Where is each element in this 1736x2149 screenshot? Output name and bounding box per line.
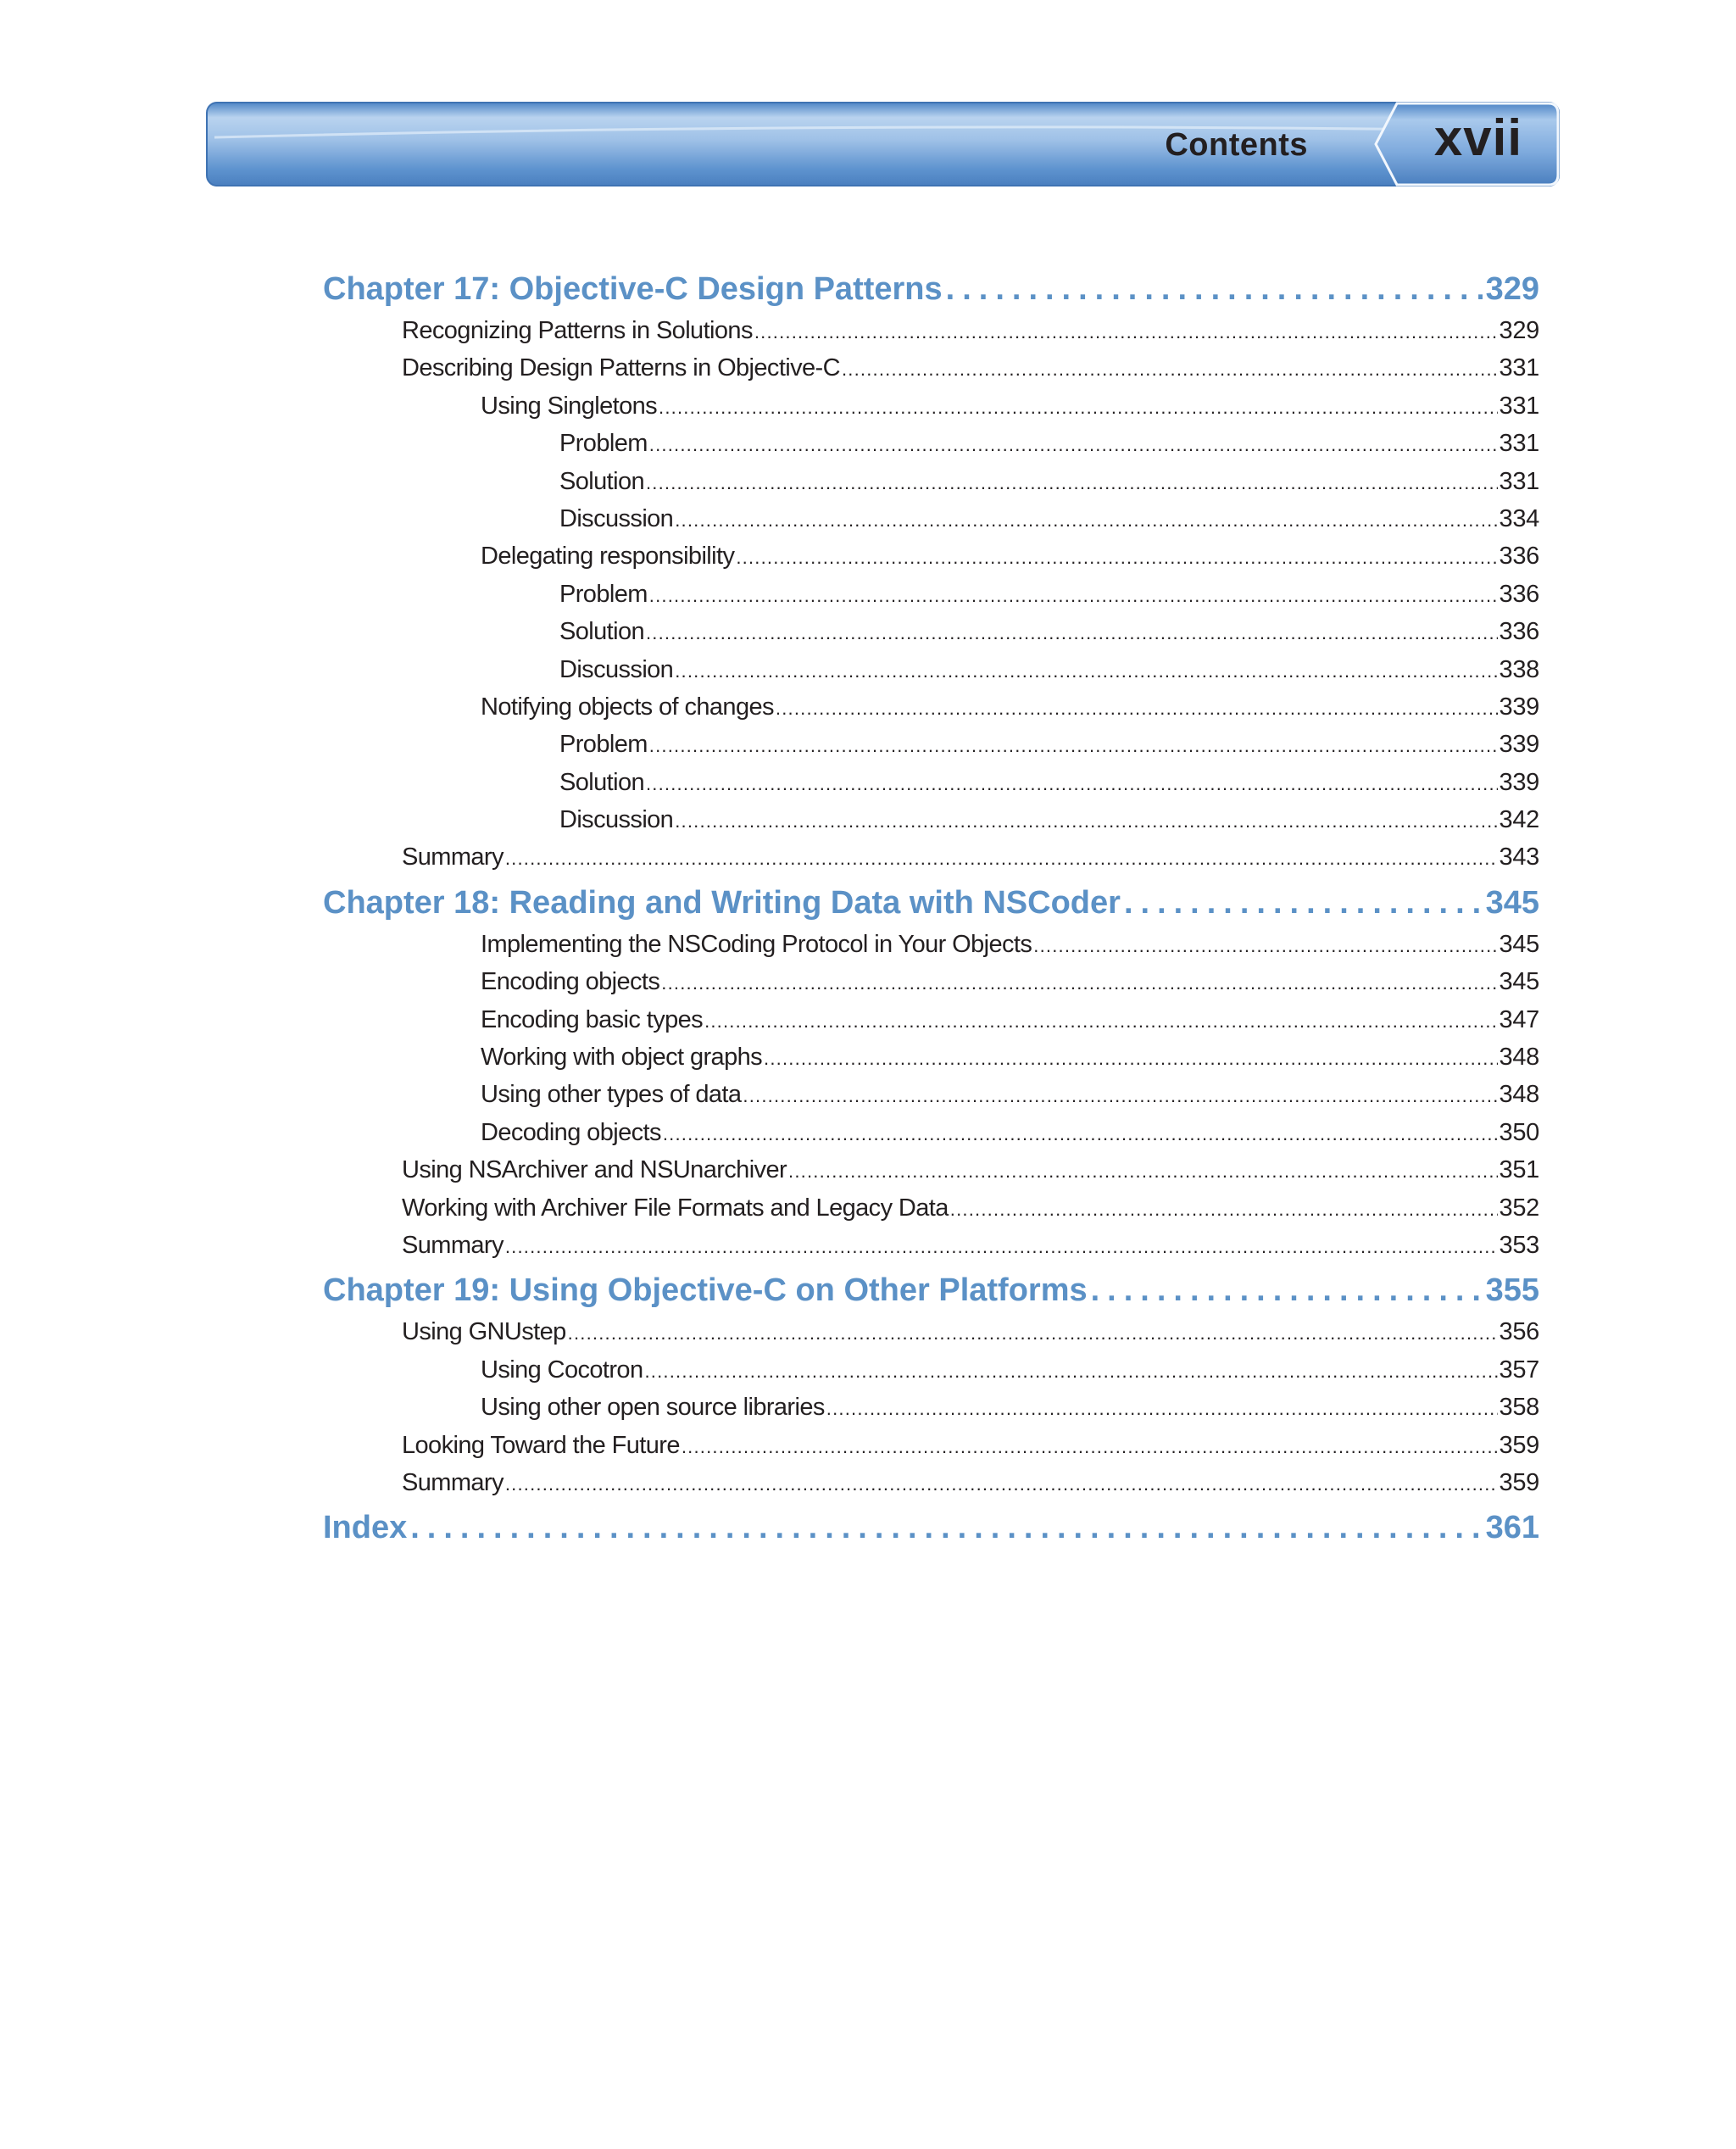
toc-entry-page-number: 336 (1499, 580, 1539, 608)
dot-leader (410, 1510, 1482, 1546)
toc-entry[interactable] (323, 931, 1539, 968)
toc-entry-label: Problem (559, 430, 648, 458)
toc-entry[interactable] (323, 806, 1539, 843)
toc-entry-page-number: 338 (1499, 655, 1539, 683)
header-banner (206, 102, 1560, 187)
toc-entry-page-number: 345 (1499, 968, 1539, 996)
toc-entry-page-number: 347 (1499, 1005, 1539, 1033)
chapter-page-number: 345 (1485, 884, 1539, 921)
dot-leader (505, 1473, 1498, 1495)
toc-entry-page-number: 352 (1499, 1194, 1539, 1222)
toc-entry-page-number: 334 (1499, 504, 1539, 532)
chapter-page-number: 361 (1485, 1510, 1539, 1546)
toc-entry-page-number: 342 (1499, 806, 1539, 834)
dot-leader (646, 472, 1498, 494)
toc-entry-label: Working with Archiver File Formats and Legacy Data (402, 1194, 949, 1222)
toc-chapter-heading[interactable] (323, 271, 1539, 317)
dot-leader (646, 773, 1498, 795)
toc-entry-label: Discussion (559, 806, 674, 834)
chapter-title: Chapter 17: Objective-C Design Patterns (323, 271, 943, 307)
toc-entry[interactable] (323, 731, 1539, 768)
toc-entry-page-number: 359 (1499, 1431, 1539, 1459)
toc-entry-page-number: 339 (1499, 731, 1539, 759)
dot-leader (505, 1236, 1498, 1258)
dot-leader (649, 434, 1498, 456)
toc-entry-page-number: 351 (1499, 1156, 1539, 1184)
toc-entry[interactable] (323, 1194, 1539, 1232)
toc-entry-page-number: 356 (1499, 1318, 1539, 1346)
toc-entry[interactable] (323, 1006, 1539, 1044)
toc-entry[interactable] (323, 618, 1539, 655)
dot-leader (704, 1010, 1497, 1033)
banner-graphic (206, 102, 1560, 187)
toc-entry-label: Working with object graphs (481, 1044, 763, 1072)
chapter-title: Chapter 19: Using Objective-C on Other Platforms (323, 1272, 1088, 1309)
dot-leader (776, 698, 1498, 720)
toc-entry[interactable] (323, 1156, 1539, 1194)
toc-entry[interactable] (323, 354, 1539, 392)
dot-leader (675, 509, 1497, 532)
dot-leader (644, 1361, 1497, 1383)
toc-chapter-heading[interactable] (323, 1272, 1539, 1318)
toc-entry[interactable] (323, 656, 1539, 693)
chapter-page-number: 355 (1485, 1272, 1539, 1309)
dot-leader (842, 359, 1498, 381)
toc-entry[interactable] (323, 543, 1539, 580)
toc-entry-page-number: 350 (1499, 1118, 1539, 1146)
toc-entry-page-number: 345 (1499, 930, 1539, 958)
toc-entry-page-number: 358 (1499, 1394, 1539, 1422)
toc-entry-label: Using GNUstep (402, 1318, 566, 1346)
toc-entry-label: Recognizing Patterns in Solutions (402, 317, 753, 344)
toc-entry-page-number: 339 (1499, 693, 1539, 721)
dot-leader (649, 585, 1498, 607)
toc-chapter-heading[interactable] (323, 1510, 1539, 1556)
toc-entry[interactable] (323, 581, 1539, 618)
toc-entry-label: Describing Design Patterns in Objective-C (402, 354, 840, 382)
table-of-contents (323, 268, 1539, 1556)
page-number: xvii (1433, 109, 1522, 166)
toc-entry-label: Delegating responsibility (481, 543, 735, 571)
toc-entry[interactable] (323, 392, 1539, 430)
dot-leader (568, 1322, 1498, 1345)
toc-entry-label: Summary (402, 843, 504, 871)
toc-entry-label: Summary (402, 1468, 504, 1496)
toc-entry[interactable] (323, 1469, 1539, 1506)
toc-entry-label: Discussion (559, 504, 674, 532)
toc-entry-label: Problem (559, 580, 648, 608)
toc-entry-label: Summary (402, 1231, 504, 1259)
toc-entry-label: Encoding objects (481, 968, 660, 996)
toc-entry[interactable] (323, 968, 1539, 1005)
dot-leader (1033, 935, 1497, 957)
dot-leader (946, 271, 1483, 308)
toc-entry[interactable] (323, 317, 1539, 354)
dot-leader (950, 1199, 1498, 1221)
toc-entry-page-number: 331 (1499, 354, 1539, 382)
toc-entry[interactable] (323, 1119, 1539, 1156)
toc-entry[interactable] (323, 1081, 1539, 1118)
toc-entry-page-number: 348 (1499, 1044, 1539, 1072)
toc-entry-label: Using other types of data (481, 1081, 742, 1109)
toc-entry-label: Solution (559, 467, 644, 495)
toc-entry-label: Problem (559, 731, 648, 759)
toc-entry-page-number: 331 (1499, 467, 1539, 495)
toc-entry[interactable] (323, 430, 1539, 467)
dot-leader (754, 321, 1498, 343)
dot-leader (764, 1048, 1497, 1070)
dot-leader (788, 1161, 1497, 1183)
toc-entry[interactable] (323, 1044, 1539, 1081)
running-header-title: Contents (1165, 127, 1308, 163)
dot-leader (663, 1123, 1498, 1145)
dot-leader (675, 810, 1497, 832)
dot-leader (646, 622, 1498, 644)
toc-entry-label: Using NSArchiver and NSUnarchiver (402, 1156, 787, 1184)
toc-entry-label: Encoding basic types (481, 1005, 704, 1033)
dot-leader (826, 1398, 1498, 1420)
toc-entry-label: Solution (559, 768, 644, 796)
toc-entry[interactable] (323, 769, 1539, 806)
toc-entry-label: Discussion (559, 655, 674, 683)
toc-entry[interactable] (323, 843, 1539, 881)
chapter-title: Chapter 18: Reading and Writing Data with NSCoder (323, 884, 1121, 921)
toc-entry[interactable] (323, 693, 1539, 731)
dot-leader (1124, 885, 1483, 921)
toc-entry-page-number: 336 (1499, 543, 1539, 571)
toc-entry-page-number: 357 (1499, 1356, 1539, 1383)
toc-entry-label: Using Singletons (481, 392, 658, 420)
dot-leader (661, 972, 1497, 994)
toc-entry[interactable] (323, 1318, 1539, 1356)
chapter-title: Index (323, 1510, 408, 1546)
toc-entry[interactable] (323, 1356, 1539, 1394)
toc-entry-page-number: 348 (1499, 1081, 1539, 1109)
chapter-page-number: 329 (1485, 271, 1539, 307)
dot-leader (736, 547, 1497, 569)
toc-entry-label: Using Cocotron (481, 1356, 643, 1383)
toc-entry-page-number: 339 (1499, 768, 1539, 796)
toc-entry-label: Using other open source libraries (481, 1394, 825, 1422)
toc-entry[interactable] (323, 468, 1539, 505)
dot-leader (743, 1085, 1497, 1107)
toc-entry-label: Implementing the NSCoding Protocol in Your Objects (481, 930, 1032, 958)
toc-entry-label: Decoding objects (481, 1118, 661, 1146)
toc-entry-label: Looking Toward the Future (402, 1431, 680, 1459)
toc-chapter-heading[interactable] (323, 885, 1539, 931)
dot-leader (682, 1436, 1498, 1458)
toc-entry-page-number: 336 (1499, 618, 1539, 646)
toc-entry-page-number: 331 (1499, 430, 1539, 458)
toc-entry[interactable] (323, 505, 1539, 543)
toc-entry[interactable] (323, 1432, 1539, 1469)
toc-entry-page-number: 353 (1499, 1231, 1539, 1259)
toc-entry-page-number: 331 (1499, 392, 1539, 420)
toc-entry-page-number: 343 (1499, 843, 1539, 871)
toc-entry[interactable] (323, 1394, 1539, 1431)
toc-entry-page-number: 359 (1499, 1468, 1539, 1496)
dot-leader (649, 735, 1498, 757)
dot-leader (659, 397, 1497, 419)
toc-entry-page-number: 329 (1499, 317, 1539, 344)
dot-leader (1091, 1272, 1483, 1309)
toc-entry-label: Solution (559, 618, 644, 646)
dot-leader (675, 660, 1497, 682)
toc-entry[interactable] (323, 1232, 1539, 1269)
dot-leader (505, 848, 1498, 870)
toc-entry-label: Notifying objects of changes (481, 693, 774, 721)
